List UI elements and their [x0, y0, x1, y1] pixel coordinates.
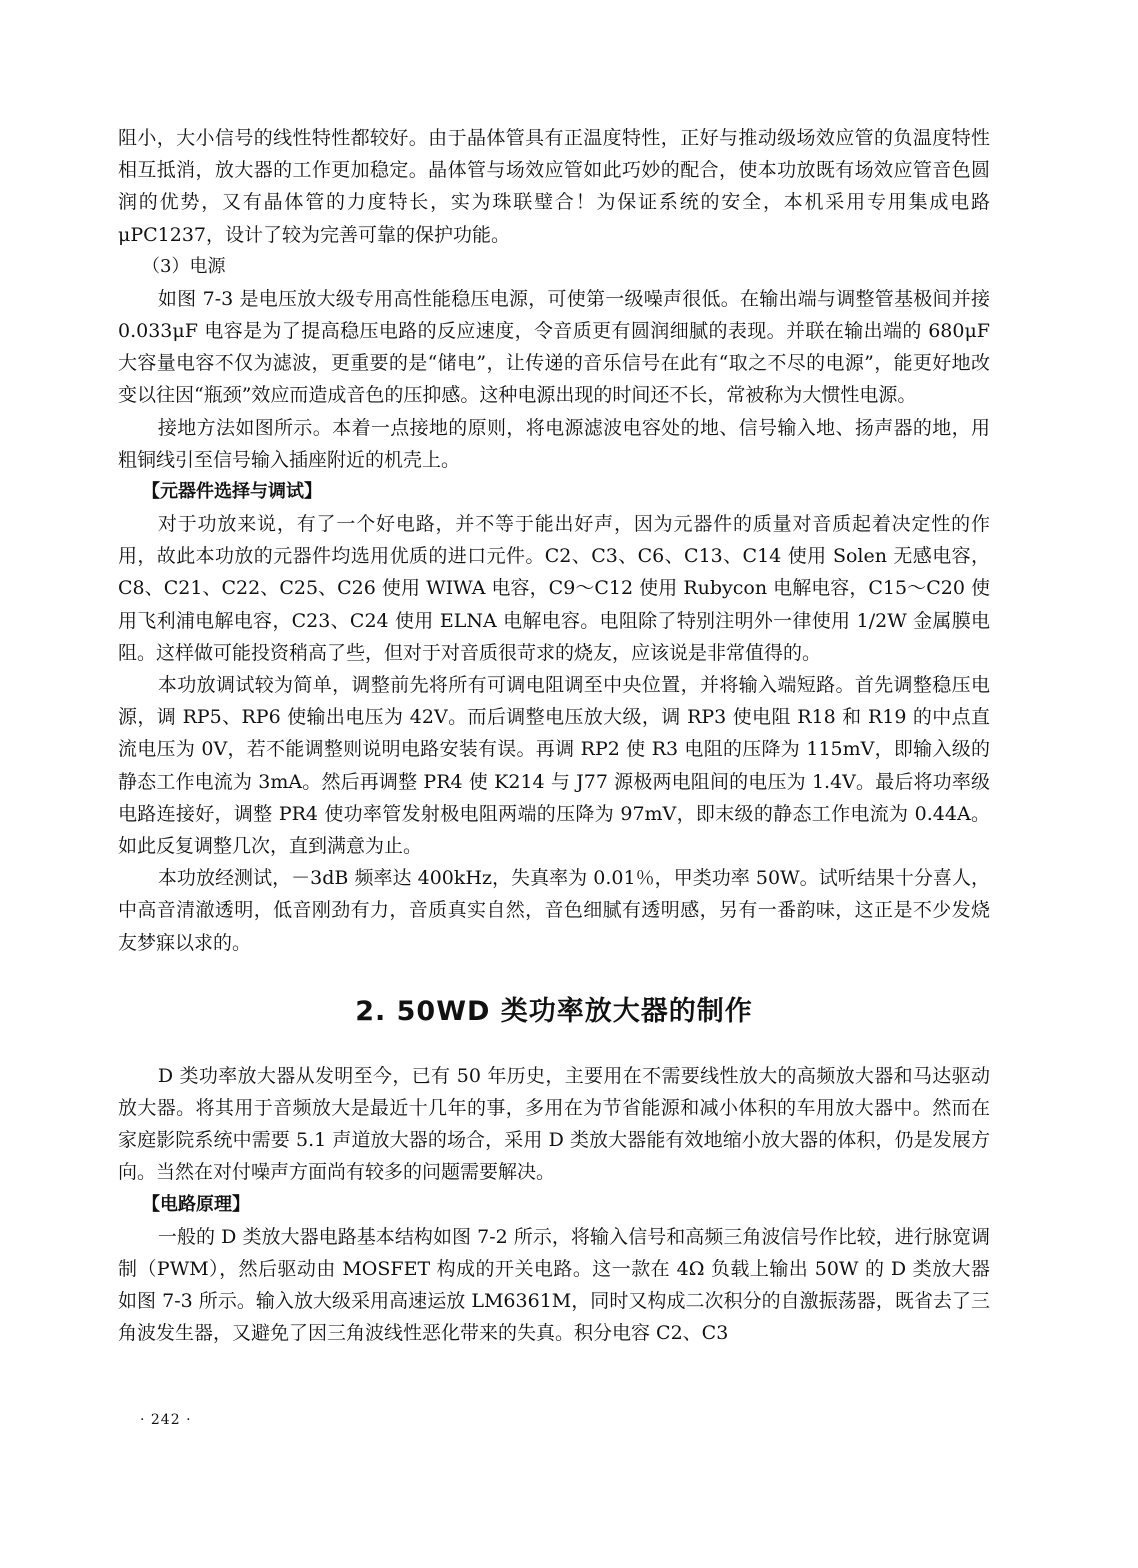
components-heading: 【元器件选择与调试】	[142, 481, 322, 503]
paragraph-continuation: 阻小，大小信号的线性特性都较好。由于晶体管具有正温度特性，正好与推动级场效应管的负温度特性相互抵消，放大器的工作更加稳定。晶体管与场效应管如此巧妙的配合，使本功放既有场效应管音色圆润的优势，又有晶体管的力度特长，实为珠联璧合！为保证系统的安全，本机采用专用集成电路 μPC1237，设计了较为完善可靠的保护功能。	[118, 127, 990, 246]
power-supply-paragraph-2: 接地方法如图所示。本着一点接地的原则，将电源滤波电容处的地、信号输入地、扬声器的地，用粗铜线引至信号输入插座附近的机壳上。	[118, 416, 990, 471]
circuit-paragraph-1: 一般的 D 类放大器电路基本结构如图 7-2 所示，将输入信号和高频三角波信号作比较，进行脉宽调制（PWM），然后驱动由 MOSFET 构成的开关电路。这一款在 4Ω 负载上输出 50W 的 D 类放大器如图 7-3 所示。输入放大级采用高速运放 LM6361M，同时又构成二次积分的自激振荡器，既省去了三角波发生器，又避免了因三角波线性恶化带来的失真。积分电容 C2、C3	[118, 1225, 990, 1345]
page-number: · 242 ·	[140, 1412, 192, 1428]
power-supply-heading: （3）电源	[142, 255, 226, 277]
section-intro-paragraph: D 类功率放大器从发明至今，已有 50 年历史，主要用在不需要线性放大的高频放大器和马达驱动放大器。将其用于音频放大是最近十几年的事，多用在为节省能源和减小体积的车用放大器中。然而在家庭影院系统中需要 5.1 声道放大器的场合，采用 D 类放大器能有效地缩小放大器的体积，仍是发展方向。当然在对付噪声方面尚有较多的问题需要解决。	[118, 1064, 990, 1184]
page-body	[118, 122, 990, 1350]
components-paragraph-2: 本功放调试较为简单，调整前先将所有可调电阻调至中央位置，并将输入端短路。首先调整稳压电源，调 RP5、RP6 使输出电压为 42V。而后调整电压放大级，调 RP3 使电阻 R18 和 R19 的中点直流电压为 0V，若不能调整则说明电路安装有误。再调 RP2 使 R3 电阻的压降为 115mV，即输入级的静态工作电流为 3mA。然后再调整 PR4 使 K214 与 J77 源极两电阻间的电压为 1.4V。最后将功率级电路连接好，调整 PR4 使功率管发射极电阻两端的压降为 97mV，即末级的静态工作电流为 0.44A。如此反复调整几次，直到满意为止。	[118, 674, 990, 858]
components-paragraph-1: 对于功放来说，有了一个好电路，并不等于能出好声，因为元器件的质量对音质起着决定性的作用，故此本功放的元器件均选用优质的进口元件。C2、C3、C6、C13、C14 使用 Solen 无感电容，C8、C21、C22、C25、C26 使用 WIWA 电容，C9～C12 使用 Rubycon 电解电容，C15～C20 使用飞利浦电解电容，C23、C24 使用 ELNA 电解电容。电阻除了特别注明外一律使用 1/2W 金属膜电阻。这样做可能投资稍高了些，但对于对音质很苛求的烧友，应该说是非常值得的。	[118, 513, 990, 664]
components-paragraph-3: 本功放经测试，－3dB 频率达 400kHz，失真率为 0.01％，甲类功率 50W。试听结果十分喜人，中高音清澈透明，低音刚劲有力，音质真实自然，音色细腻有透明感，另有一番韵味，这正是不少发烧友梦寐以求的。	[118, 867, 990, 954]
power-supply-paragraph-1: 如图 7-3 是电压放大级专用高性能稳压电源，可使第一级噪声很低。在输出端与调整管基极间并接 0.033μF 电容是为了提高稳压电路的反应速度，令音质更有圆润细腻的表现。并联在输出端的 680μF 大容量电容不仅为滤波，更重要的是“储电”，让传递的音乐信号在此有“取之不尽的电源”，能更好地改变以往因“瓶颈”效应而造成音色的压抑感。这种电源出现的时间还不长，常被称为大惯性电源。	[118, 287, 990, 407]
section-title: 2. 50WD 类功率放大器的制作	[355, 995, 753, 1027]
circuit-heading: 【电路原理】	[142, 1193, 250, 1215]
